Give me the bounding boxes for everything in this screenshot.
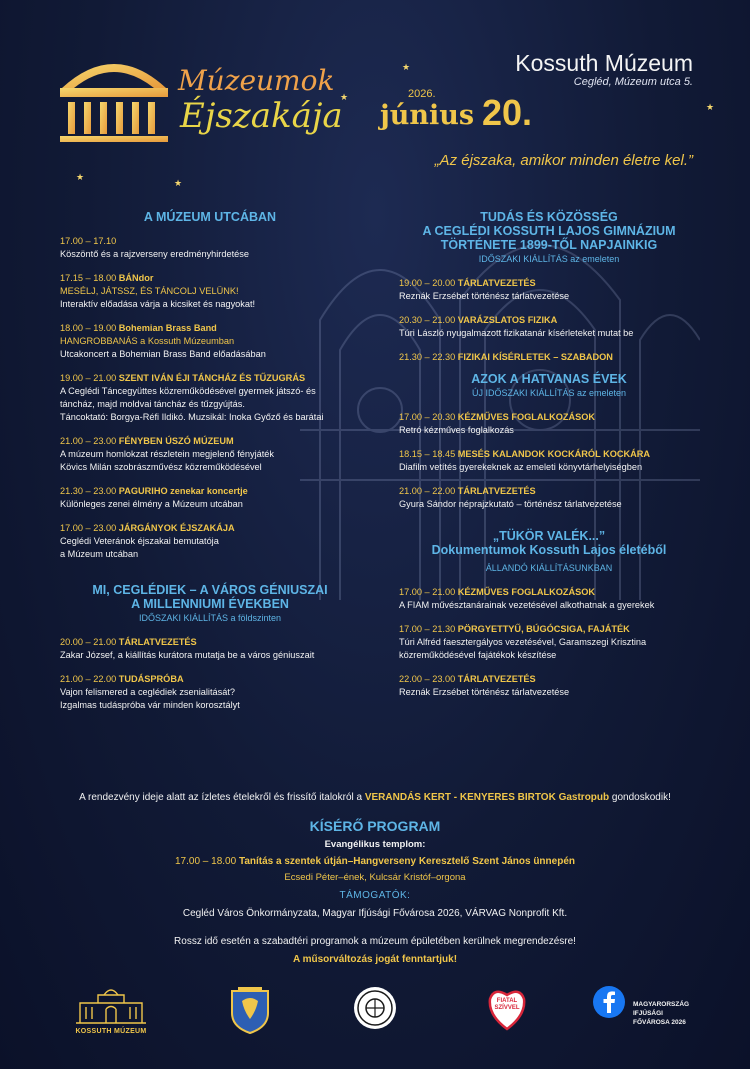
event-description: A Ceglédi Táncegyüttes közreműködésével gyermek játszó- és	[60, 386, 316, 396]
catering-note-end: gondoskodik!	[609, 792, 671, 803]
event-title: TÁRLATVEZETÉS	[118, 637, 197, 647]
event-header	[399, 351, 699, 364]
section-title: MI, CEGLÉDIEK – A VÁROS GÉNIUSZAI	[92, 583, 328, 597]
event-subtitle: MESÉLJ, JÁTSSZ, ÉS TÁNCOLJ VELÜNK!	[60, 286, 239, 296]
event-header	[60, 272, 360, 285]
event-title: KÉZMŰVES FOGLALKOZÁSOK	[457, 587, 596, 597]
event-item	[60, 372, 360, 424]
event-header	[60, 235, 360, 248]
section-subtitle: ÁLLANDÓ KIÁLLÍTÁSUNKBAN	[485, 563, 613, 573]
event-time: 18.15 – 18.45	[399, 449, 456, 459]
event-header	[60, 322, 360, 335]
event-title: MESÉS KALANDOK KOCKÁRÓL KOCKÁRA	[457, 449, 651, 459]
church-label: Evangélikus templom:	[324, 839, 426, 850]
event-time: 21.30 – 22.30	[399, 352, 456, 362]
star-icon: ★	[174, 178, 183, 188]
event-list	[60, 636, 360, 712]
event-title: BÁNdor	[118, 273, 154, 283]
event-title: FIZIKAI KÍSÉRLETEK – SZABADON	[457, 352, 613, 362]
event-time: 19.00 – 21.00	[60, 373, 117, 383]
section-title: A MÚZEUM UTCÁBAN	[143, 210, 277, 224]
performers: Ecsedi Péter–ének, Kulcsár Kristóf–orgona	[284, 872, 466, 883]
event-header	[399, 411, 699, 424]
sponsors-label: TÁMOGATÓK:	[339, 890, 411, 901]
event-time: 17.00 – 21.00	[399, 587, 456, 597]
event-item	[60, 322, 360, 361]
event-item	[60, 673, 360, 712]
event-item	[399, 411, 699, 437]
event-header	[399, 623, 699, 636]
event-list	[60, 235, 360, 561]
city-coat-of-arms	[228, 985, 272, 1035]
section-title: „TÜKÖR VALÉK...”	[492, 529, 606, 543]
event-description: Interaktív előadása várja a kicsiket és nagyokat!	[60, 299, 256, 309]
facebook-icon[interactable]	[592, 985, 626, 1019]
veterans-club-logo	[352, 985, 398, 1031]
event-item	[399, 673, 699, 699]
event-title: TÁRLATVEZETÉS	[457, 486, 536, 496]
event-title: SZENT IVÁN ÉJI TÁNCHÁZ ÉS TŰZUGRÁS	[118, 373, 306, 383]
event-title: PÖRGYETTYŰ, BÚGÓCSIGA, FAJÁTÉK	[457, 624, 630, 634]
event-item	[60, 272, 360, 311]
bad-weather-note: Rossz idő esetén a szabadtéri programok a múzeum épületében kerülnek megrendezésre!	[174, 936, 576, 947]
event-title: JÁRGÁNYOK ÉJSZAKÁJA	[118, 523, 235, 533]
museum-address: Cegléd, Múzeum utca 5.	[573, 76, 693, 88]
concert-title: Tanítás a szentek útján–Hangverseny Keresztelő Szent János ünnepén	[238, 856, 575, 867]
tagline: „Az éjszaka, amikor minden életre kel.”	[434, 152, 693, 169]
event-time: 21.00 – 23.00	[60, 436, 117, 446]
left-column	[60, 210, 360, 712]
catering-note	[0, 792, 750, 803]
event-item	[60, 235, 360, 261]
event-time: 17.00 – 17.10	[60, 236, 117, 246]
event-description: a Múzeum utcában	[60, 549, 139, 559]
event-item	[60, 485, 360, 511]
event-header	[60, 485, 360, 498]
event-header	[399, 673, 699, 686]
event-title: FÉNYBEN ÚSZÓ MÚZEUM	[118, 436, 234, 446]
event-description: A múzeum homlokzat részletein megjelenő fényjáték	[60, 449, 274, 459]
event-description: Izgalmas tudáspróba vár minden korosztályt	[60, 700, 240, 710]
event-description: Utcakoncert a Bohemian Brass Band előadásában	[60, 349, 266, 359]
event-description: Zakar József, a kiállítás kurátora mutatja be a város géniuszait	[60, 650, 315, 660]
event-item	[399, 448, 699, 474]
young-heart-logo	[486, 985, 528, 1035]
catering-venue-type: Gastropub	[558, 792, 610, 803]
event-title: VARÁZSLATOS FIZIKA	[457, 315, 558, 325]
facebook-logo[interactable]	[592, 985, 626, 1019]
event-header	[399, 277, 699, 290]
event-header	[60, 435, 360, 448]
coat-of-arms-icon	[228, 985, 272, 1035]
museum-building-icon	[72, 985, 150, 1025]
sponsors: Cegléd Város Önkormányzata, Magyar Ifjúsági Fővárosa 2026, VÁRVAG Nonprofit Kft.	[182, 908, 568, 919]
event-description: Túri László nyugalmazott fizikatanár kísérleteket mutat be	[399, 328, 634, 338]
star-icon: ★	[706, 102, 715, 112]
event-item	[399, 277, 699, 303]
section-header	[399, 529, 699, 575]
event-item	[399, 623, 699, 662]
event-list	[399, 586, 699, 699]
youth-capital-line: MAGYARORSZÁG	[633, 1001, 690, 1008]
event-header	[399, 586, 699, 599]
concert-line	[0, 856, 750, 867]
event-description: Ceglédi Veteránok éjszakai bemutatója	[60, 536, 219, 546]
event-title: KÉZMŰVES FOGLALKOZÁSOK	[457, 412, 596, 422]
event-header	[399, 448, 699, 461]
section-subtitle: IDŐSZAKI KIÁLLÍTÁS a földszinten	[138, 613, 282, 623]
star-icon: ★	[340, 92, 349, 102]
youth-capital-line: FŐVÁROSA 2026	[633, 1019, 686, 1026]
date-day: 20.	[482, 92, 533, 133]
section-title: A CEGLÉDI KOSSUTH LAJOS GIMNÁZIUM	[422, 224, 676, 238]
event-item	[399, 314, 699, 340]
event-title: TUDÁSPRÓBA	[118, 674, 184, 684]
event-time: 17.00 – 23.00	[60, 523, 117, 533]
veterans-club-icon	[352, 985, 398, 1031]
event-description: Reznák Erzsébet történész tárlatvezetése	[399, 687, 570, 697]
event-time: 22.00 – 23.00	[399, 674, 456, 684]
concert-time: 17.00 – 18.00	[175, 856, 237, 867]
section-title: Dokumentumok Kossuth Lajos életéből	[431, 543, 667, 557]
event-description: Túri Alfréd faesztergályos vezetésével, Garamszegi Krisztina	[399, 637, 647, 647]
event-item	[60, 435, 360, 474]
event-description: táncház, majd moldvai táncház és tűzgyújtás.	[60, 399, 245, 409]
event-item	[399, 586, 699, 612]
right-column	[399, 210, 699, 699]
section-header	[399, 372, 699, 400]
kossuth-museum-logo	[72, 985, 150, 1035]
event-time: 17.00 – 21.30	[399, 624, 456, 634]
event-description: Kövics Milán szobrászművész közreműködésével	[60, 462, 262, 472]
section-title: TUDÁS ÉS KÖZÖSSÉG	[480, 210, 618, 224]
event-description: Retró kézműves foglalkozás	[399, 425, 514, 435]
event-header	[399, 485, 699, 498]
event-description: közreműködésével fajátékok készítése	[399, 650, 557, 660]
event-description: A FIAM művésztanárainak vezetésével alkothatnak a gyerekek	[399, 600, 655, 610]
section-subtitle: IDŐSZAKI KIÁLLÍTÁS az emeleten	[478, 254, 620, 264]
event-item	[60, 522, 360, 561]
event-header	[60, 636, 360, 649]
section-title: AZOK A HATVANAS ÉVEK	[471, 372, 627, 386]
event-description: Köszöntő és a rajzverseny eredményhirdetése	[60, 249, 249, 259]
section-header	[399, 210, 699, 266]
logo-word-muzeumok: Múzeumok	[178, 64, 335, 97]
star-icon: ★	[402, 62, 411, 72]
event-time: 17.15 – 18.00	[60, 273, 117, 283]
event-description: Reznák Erzsébet történész tárlatvezetése	[399, 291, 570, 301]
event-header	[60, 522, 360, 535]
event-time: 21.30 – 23.00	[60, 486, 117, 496]
event-item	[399, 485, 699, 511]
logo-word-ejszakaja: Éjszakája	[180, 96, 343, 136]
event-title: TÁRLATVEZETÉS	[457, 674, 536, 684]
event-header	[60, 372, 360, 385]
event-description: Különleges zenei élmény a Múzeum utcában	[60, 499, 243, 509]
section-title: TÖRTÉNETE 1899-TŐL NAPJAINKIG	[440, 238, 658, 252]
catering-venue: VERANDÁS KERT - KENYERES BIRTOK	[364, 792, 556, 803]
event-description: Táncoktató: Borgya-Réfi Ildikó. Muzsikál: Inoka Győző és barátai	[60, 412, 324, 422]
date-month: június	[380, 100, 475, 131]
event-time: 18.00 – 19.00	[60, 323, 117, 333]
youth-capital-text	[633, 1000, 689, 1027]
section-title: A MILLENNIUMI ÉVEKBEN	[131, 597, 289, 611]
heart-logo-text: FIATAL SZÍVVEL	[494, 998, 520, 1011]
event-item	[399, 351, 699, 364]
event-description: Diafilm vetítés gyerekeknek az emeleti könyvtárhelyiségben	[399, 462, 643, 472]
event-list	[399, 411, 699, 511]
event-time: 21.00 – 22.00	[60, 674, 117, 684]
kossuth-museum-caption: KOSSUTH MÚZEUM	[75, 1028, 147, 1035]
event-title: TÁRLATVEZETÉS	[457, 278, 536, 288]
event-header	[399, 314, 699, 327]
event-description: Vajon felismered a ceglédiek zsenialitását?	[60, 687, 236, 697]
program-change-note: A műsorváltozás jogát fenntartjuk!	[292, 954, 458, 965]
event-subtitle: HANGROBBANÁS a Kossuth Múzeumban	[60, 336, 235, 346]
event-description: Gyura Sándor néprajzkutató – történész tárlatvezetése	[399, 499, 622, 509]
event-item	[60, 636, 360, 662]
event-header	[60, 673, 360, 686]
catering-note-text: A rendezvény ideje alatt az ízletes ételekről és frissítő italokról a	[79, 792, 365, 803]
section-header	[60, 583, 360, 625]
event-time: 19.00 – 20.00	[399, 278, 456, 288]
event-time: 21.00 – 22.00	[399, 486, 456, 496]
youth-capital-line: IFJÚSÁGI	[633, 1010, 663, 1017]
event-time: 20.30 – 21.00	[399, 315, 456, 325]
event-time: 20.00 – 21.00	[60, 637, 117, 647]
event-list	[399, 277, 699, 364]
event-title: PAGURIHO zenekar koncertje	[118, 486, 248, 496]
event-time: 17.00 – 20.30	[399, 412, 456, 422]
event-title: Bohemian Brass Band	[118, 323, 217, 333]
date-year: 2026.	[408, 88, 436, 100]
section-subtitle: ÚJ IDŐSZAKI KIÁLLÍTÁS az emeleten	[471, 388, 627, 398]
museum-name: Kossuth Múzeum	[515, 50, 693, 76]
side-program-title: KÍSÉRŐ PROGRAM	[309, 818, 441, 834]
star-icon: ★	[76, 172, 85, 182]
